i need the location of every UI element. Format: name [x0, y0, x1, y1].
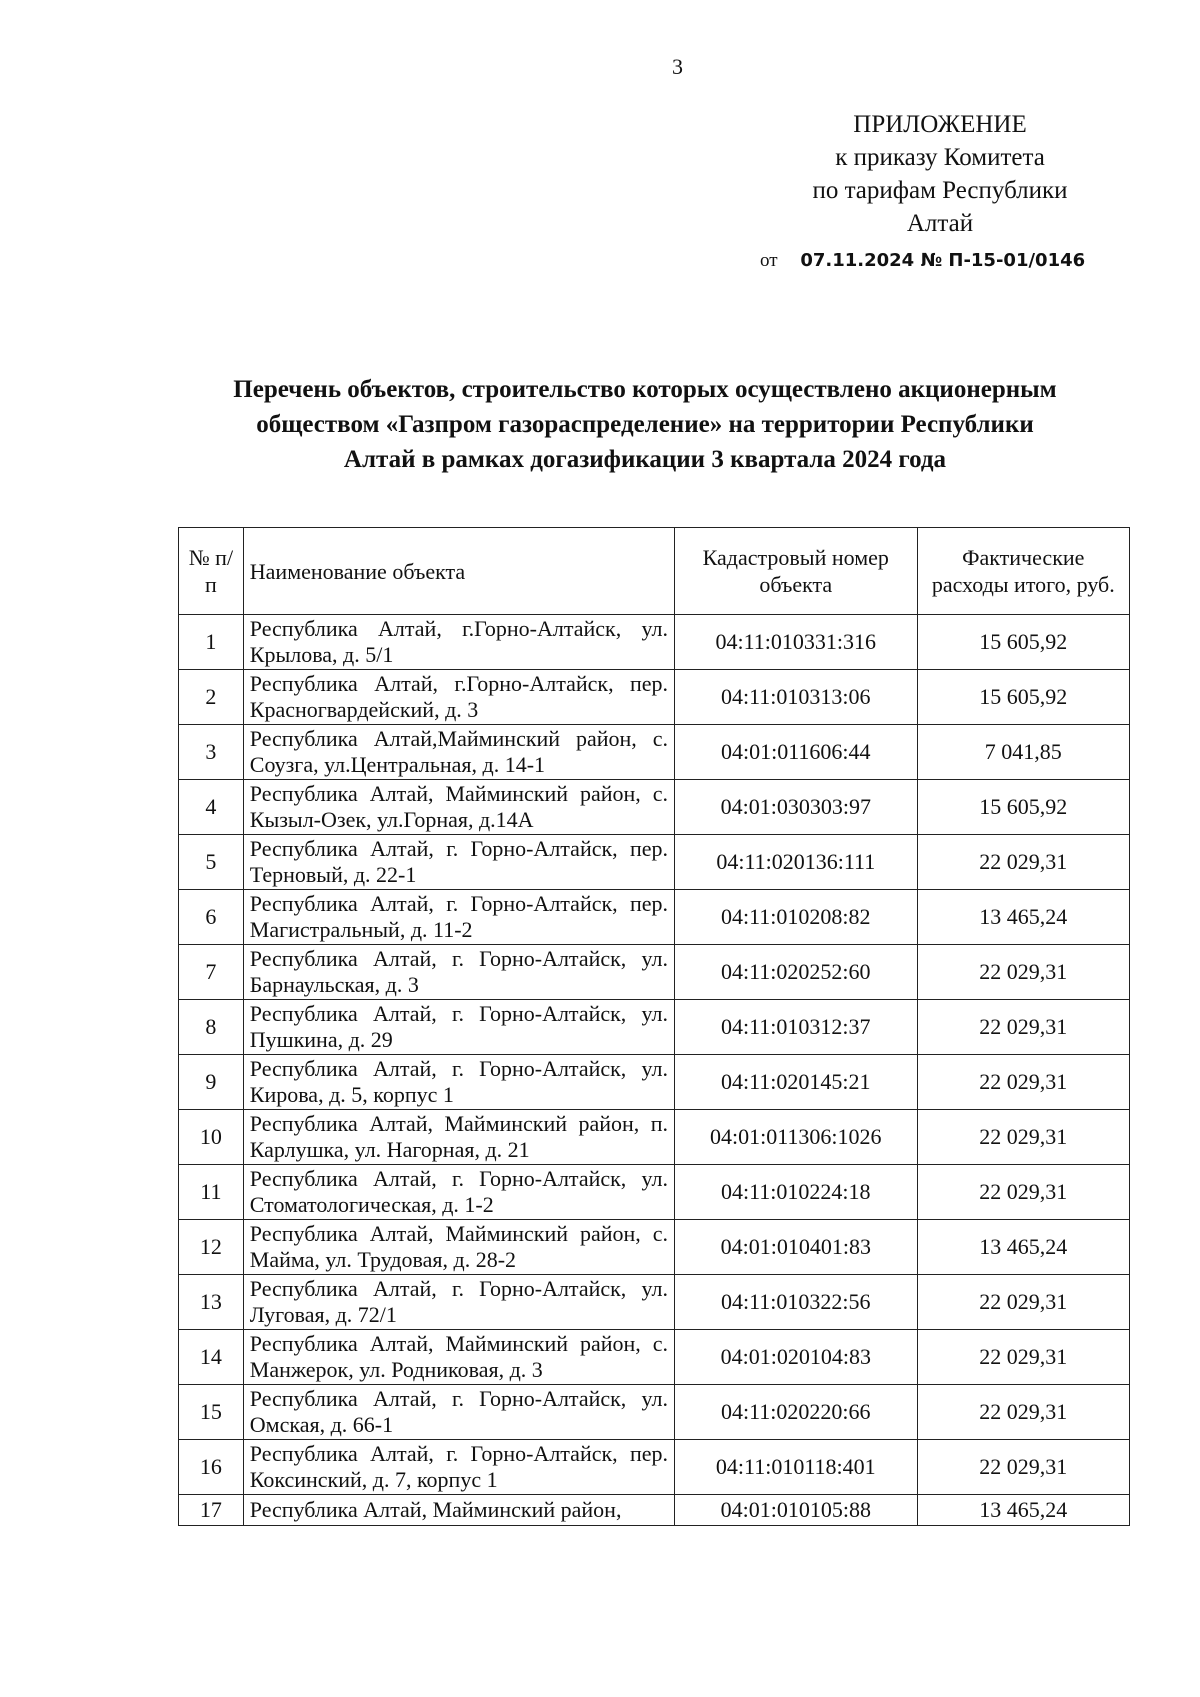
cell-cost: 15 605,92: [917, 670, 1129, 725]
cell-number: 13: [179, 1275, 244, 1330]
cell-cadastral: 04:11:010331:316: [675, 615, 918, 670]
cell-cadastral: 04:01:011306:1026: [675, 1110, 918, 1165]
cell-name: Республика Алтай, Майминский район,: [243, 1495, 674, 1526]
cell-name: Республика Алтай, г. Горно-Алтайск, ул. Кирова, д. 5, корпус 1: [243, 1055, 674, 1110]
cell-number: 1: [179, 615, 244, 670]
table-row: [179, 1110, 1130, 1165]
cell-name: Республика Алтай, г. Горно-Алтайск, пер. Коксинский, д. 7, корпус 1: [243, 1440, 674, 1495]
table-row: [179, 670, 1130, 725]
cell-cadastral: 04:01:030303:97: [675, 780, 918, 835]
cell-cost: 13 465,24: [917, 890, 1129, 945]
table-row: [179, 835, 1130, 890]
cell-number: 6: [179, 890, 244, 945]
cell-cadastral: 04:11:010118:401: [675, 1440, 918, 1495]
cell-cadastral: 04:01:020104:83: [675, 1330, 918, 1385]
cell-number: 17: [179, 1495, 244, 1526]
cell-cost: 22 029,31: [917, 1440, 1129, 1495]
cell-cost: 22 029,31: [917, 1165, 1129, 1220]
header-cadastral: Кадастровый номер объекта: [675, 528, 918, 615]
table-row: [179, 615, 1130, 670]
cell-number: 12: [179, 1220, 244, 1275]
cell-number: 3: [179, 725, 244, 780]
table-row: [179, 1220, 1130, 1275]
document-title: [150, 372, 1140, 477]
cell-number: 7: [179, 945, 244, 1000]
cell-number: 11: [179, 1165, 244, 1220]
table-row: [179, 1440, 1130, 1495]
table-header-row: [179, 528, 1130, 615]
cell-cadastral: 04:11:020145:21: [675, 1055, 918, 1110]
appendix-line: ПРИЛОЖЕНИЕ: [853, 111, 1027, 138]
cell-cadastral: 04:11:010322:56: [675, 1275, 918, 1330]
table-row: [179, 1000, 1130, 1055]
order-number: 07.11.2024 № П-15-01/0146: [800, 250, 1086, 271]
header-cost: Фактические расходы итого, руб.: [917, 528, 1129, 615]
cell-name: Республика Алтай, Майминский район, с. Манжерок, ул. Родниковая, д. 3: [243, 1330, 674, 1385]
appendix-line: Алтай: [906, 210, 974, 237]
cell-number: 14: [179, 1330, 244, 1385]
cell-name: Республика Алтай, Майминский район, с. Кызыл-Озек, ул.Горная, д.14А: [243, 780, 674, 835]
cell-cost: 22 029,31: [917, 835, 1129, 890]
cell-cost: 22 029,31: [917, 1385, 1129, 1440]
cell-cost: 15 605,92: [917, 615, 1129, 670]
cell-name: Республика Алтай, г. Горно-Алтайск, ул. Омская, д. 66-1: [243, 1385, 674, 1440]
cell-number: 15: [179, 1385, 244, 1440]
page-number: 3: [672, 54, 683, 79]
cell-cost: 15 605,92: [917, 780, 1129, 835]
cell-cost: 13 465,24: [917, 1495, 1129, 1526]
cell-name: Республика Алтай, г. Горно-Алтайск, пер. Терновый, д. 22-1: [243, 835, 674, 890]
cell-cadastral: 04:01:011606:44: [675, 725, 918, 780]
cell-cost: 13 465,24: [917, 1220, 1129, 1275]
cell-cost: 22 029,31: [917, 1330, 1129, 1385]
cell-name: Республика Алтай, Майминский район, п. Карлушка, ул. Нагорная, д. 21: [243, 1110, 674, 1165]
appendix-line: по тарифам Республики: [812, 177, 1068, 204]
cell-name: Республика Алтай,Майминский район, с. Соузга, ул.Центральная, д. 14-1: [243, 725, 674, 780]
cell-cost: 22 029,31: [917, 945, 1129, 1000]
cell-name: Республика Алтай, г. Горно-Алтайск, ул. Стоматологическая, д. 1-2: [243, 1165, 674, 1220]
table-row: [179, 945, 1130, 1000]
cell-cadastral: 04:11:020252:60: [675, 945, 918, 1000]
cell-number: 5: [179, 835, 244, 890]
cell-name: Республика Алтай, г. Горно-Алтайск, ул. Пушкина, д. 29: [243, 1000, 674, 1055]
title-line: обществом «Газпром газораспределение» на территории Республики: [256, 411, 1034, 438]
table-row: [179, 890, 1130, 945]
table-row: [179, 1495, 1130, 1526]
cell-number: 2: [179, 670, 244, 725]
appendix-line: к приказу Комитета: [835, 144, 1045, 171]
table-body: [179, 615, 1130, 1526]
cell-cost: 22 029,31: [917, 1000, 1129, 1055]
cell-cost: 22 029,31: [917, 1275, 1129, 1330]
cell-cost: 22 029,31: [917, 1110, 1129, 1165]
cell-number: 4: [179, 780, 244, 835]
appendix-block: [740, 108, 1140, 240]
table-row: [179, 1165, 1130, 1220]
objects-table: [178, 527, 1130, 1526]
order-from-label: от: [760, 250, 778, 271]
cell-number: 10: [179, 1110, 244, 1165]
header-name: Наименование объекта: [243, 528, 674, 615]
table-row: [179, 1330, 1130, 1385]
order-reference: [760, 250, 1085, 272]
cell-cadastral: 04:11:020220:66: [675, 1385, 918, 1440]
cell-name: Республика Алтай, г. Горно-Алтайск, ул. Барнаульская, д. 3: [243, 945, 674, 1000]
table-row: [179, 1055, 1130, 1110]
cell-cadastral: 04:01:010105:88: [675, 1495, 918, 1526]
cell-name: Республика Алтай, г.Горно-Алтайск, ул. Крылова, д. 5/1: [243, 615, 674, 670]
table-row: [179, 780, 1130, 835]
cell-name: Республика Алтай, г. Горно-Алтайск, ул. Луговая, д. 72/1: [243, 1275, 674, 1330]
header-number: № п/п: [179, 528, 244, 615]
cell-number: 16: [179, 1440, 244, 1495]
cell-cadastral: 04:11:010312:37: [675, 1000, 918, 1055]
table-row: [179, 1275, 1130, 1330]
title-line: Алтай в рамках догазификации 3 квартала 2024 года: [343, 446, 947, 473]
cell-cadastral: 04:11:010313:06: [675, 670, 918, 725]
cell-number: 9: [179, 1055, 244, 1110]
table-row: [179, 1385, 1130, 1440]
cell-cadastral: 04:01:010401:83: [675, 1220, 918, 1275]
cell-name: Республика Алтай, г.Горно-Алтайск, пер. Красногвардейский, д. 3: [243, 670, 674, 725]
cell-number: 8: [179, 1000, 244, 1055]
title-line: Перечень объектов, строительство которых осуществлено акционерным: [233, 376, 1057, 403]
cell-cost: 22 029,31: [917, 1055, 1129, 1110]
table-row: [179, 725, 1130, 780]
cell-cadastral: 04:11:010208:82: [675, 890, 918, 945]
cell-cadastral: 04:11:020136:111: [675, 835, 918, 890]
cell-cadastral: 04:11:010224:18: [675, 1165, 918, 1220]
cell-name: Республика Алтай, г. Горно-Алтайск, пер. Магистральный, д. 11-2: [243, 890, 674, 945]
cell-name: Республика Алтай, Майминский район, с. Майма, ул. Трудовая, д. 28-2: [243, 1220, 674, 1275]
cell-cost: 7 041,85: [917, 725, 1129, 780]
